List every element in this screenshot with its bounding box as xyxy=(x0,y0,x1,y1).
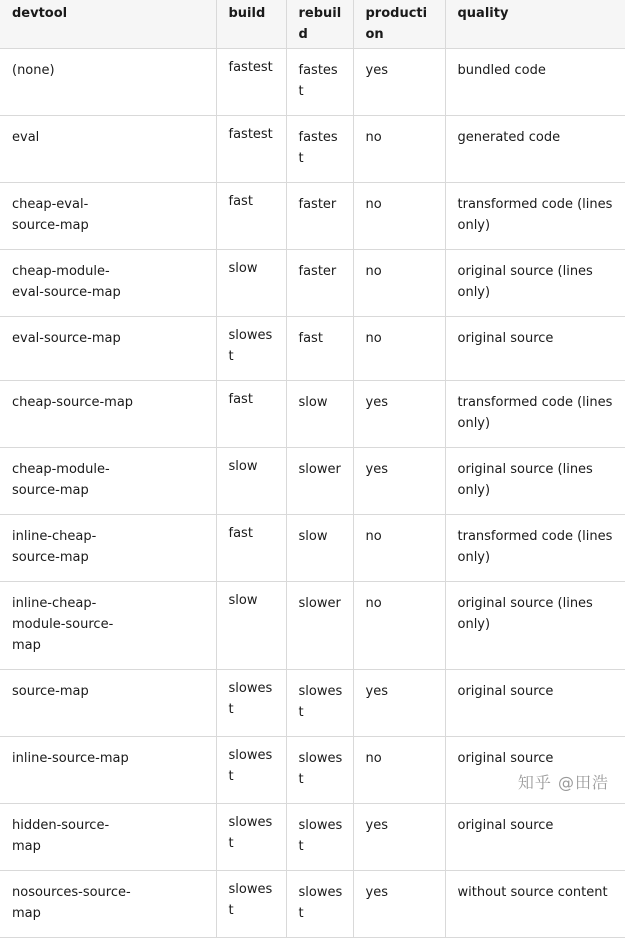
cell-devtool: eval-source-map xyxy=(0,317,216,381)
cell-build: slowest xyxy=(216,737,286,804)
header-devtool: devtool xyxy=(0,0,216,49)
cell-production: yes xyxy=(353,871,445,938)
cell-rebuild: slow xyxy=(286,515,353,582)
table-row xyxy=(0,183,625,250)
table-body xyxy=(0,49,625,938)
cell-devtool: hidden-source-map xyxy=(0,804,216,871)
cell-quality: transformed code (lines only) xyxy=(445,183,625,250)
cell-production: no xyxy=(353,183,445,250)
cell-devtool: inline-source-map xyxy=(0,737,216,804)
cell-rebuild: fastest xyxy=(286,49,353,116)
cell-rebuild: slowest xyxy=(286,871,353,938)
cell-build: slowest xyxy=(216,871,286,938)
cell-production: yes xyxy=(353,670,445,737)
cell-build: slow xyxy=(216,448,286,515)
cell-quality: original source xyxy=(445,670,625,737)
table-row xyxy=(0,670,625,737)
cell-build: slow xyxy=(216,582,286,670)
cell-devtool: cheap-module-eval-source-map xyxy=(0,250,216,317)
cell-rebuild: faster xyxy=(286,183,353,250)
table-row xyxy=(0,49,625,116)
cell-production: no xyxy=(353,116,445,183)
cell-rebuild: faster xyxy=(286,250,353,317)
table-row xyxy=(0,871,625,938)
cell-devtool: nosources-source-map xyxy=(0,871,216,938)
cell-production: yes xyxy=(353,381,445,448)
cell-build: slowest xyxy=(216,317,286,381)
cell-build: fast xyxy=(216,381,286,448)
table-header xyxy=(0,0,625,49)
cell-production: no xyxy=(353,737,445,804)
cell-devtool: cheap-eval-source-map xyxy=(0,183,216,250)
cell-build: fast xyxy=(216,515,286,582)
cell-build: slowest xyxy=(216,804,286,871)
header-rebuild: rebuild xyxy=(286,0,353,49)
cell-devtool: inline-cheap-module-source-map xyxy=(0,582,216,670)
cell-quality: without source content xyxy=(445,871,625,938)
cell-production: yes xyxy=(353,49,445,116)
cell-quality: original source (lines only) xyxy=(445,250,625,317)
cell-production: yes xyxy=(353,448,445,515)
table-row xyxy=(0,804,625,871)
cell-quality: original source xyxy=(445,317,625,381)
header-row xyxy=(0,0,625,49)
cell-quality: original source (lines only) xyxy=(445,582,625,670)
cell-quality: original source (lines only) xyxy=(445,448,625,515)
cell-quality: bundled code xyxy=(445,49,625,116)
header-quality: quality xyxy=(445,0,625,49)
header-production: production xyxy=(353,0,445,49)
cell-build: fast xyxy=(216,183,286,250)
cell-rebuild: fast xyxy=(286,317,353,381)
table-row xyxy=(0,582,625,670)
cell-rebuild: slower xyxy=(286,582,353,670)
cell-devtool: cheap-source-map xyxy=(0,381,216,448)
cell-devtool: source-map xyxy=(0,670,216,737)
header-build: build xyxy=(216,0,286,49)
cell-build: fastest xyxy=(216,49,286,116)
cell-quality: transformed code (lines only) xyxy=(445,515,625,582)
cell-production: yes xyxy=(353,804,445,871)
cell-rebuild: slowest xyxy=(286,737,353,804)
table-row xyxy=(0,250,625,317)
cell-rebuild: fastest xyxy=(286,116,353,183)
cell-devtool: cheap-module-source-map xyxy=(0,448,216,515)
cell-quality: original source xyxy=(445,737,625,804)
cell-quality: original source xyxy=(445,804,625,871)
cell-production: no xyxy=(353,250,445,317)
cell-production: no xyxy=(353,582,445,670)
cell-build: slow xyxy=(216,250,286,317)
cell-devtool: (none) xyxy=(0,49,216,116)
cell-rebuild: slower xyxy=(286,448,353,515)
cell-quality: transformed code (lines only) xyxy=(445,381,625,448)
cell-quality: generated code xyxy=(445,116,625,183)
table-row xyxy=(0,381,625,448)
table-row xyxy=(0,317,625,381)
cell-production: no xyxy=(353,515,445,582)
cell-rebuild: slowest xyxy=(286,804,353,871)
watermark: 知乎 @田浩 xyxy=(517,773,609,792)
cell-build: slowest xyxy=(216,670,286,737)
table-row xyxy=(0,448,625,515)
cell-devtool: inline-cheap-source-map xyxy=(0,515,216,582)
cell-devtool: eval xyxy=(0,116,216,183)
table-row xyxy=(0,515,625,582)
cell-build: fastest xyxy=(216,116,286,183)
cell-rebuild: slowest xyxy=(286,670,353,737)
cell-production: no xyxy=(353,317,445,381)
table-row xyxy=(0,116,625,183)
cell-rebuild: slow xyxy=(286,381,353,448)
